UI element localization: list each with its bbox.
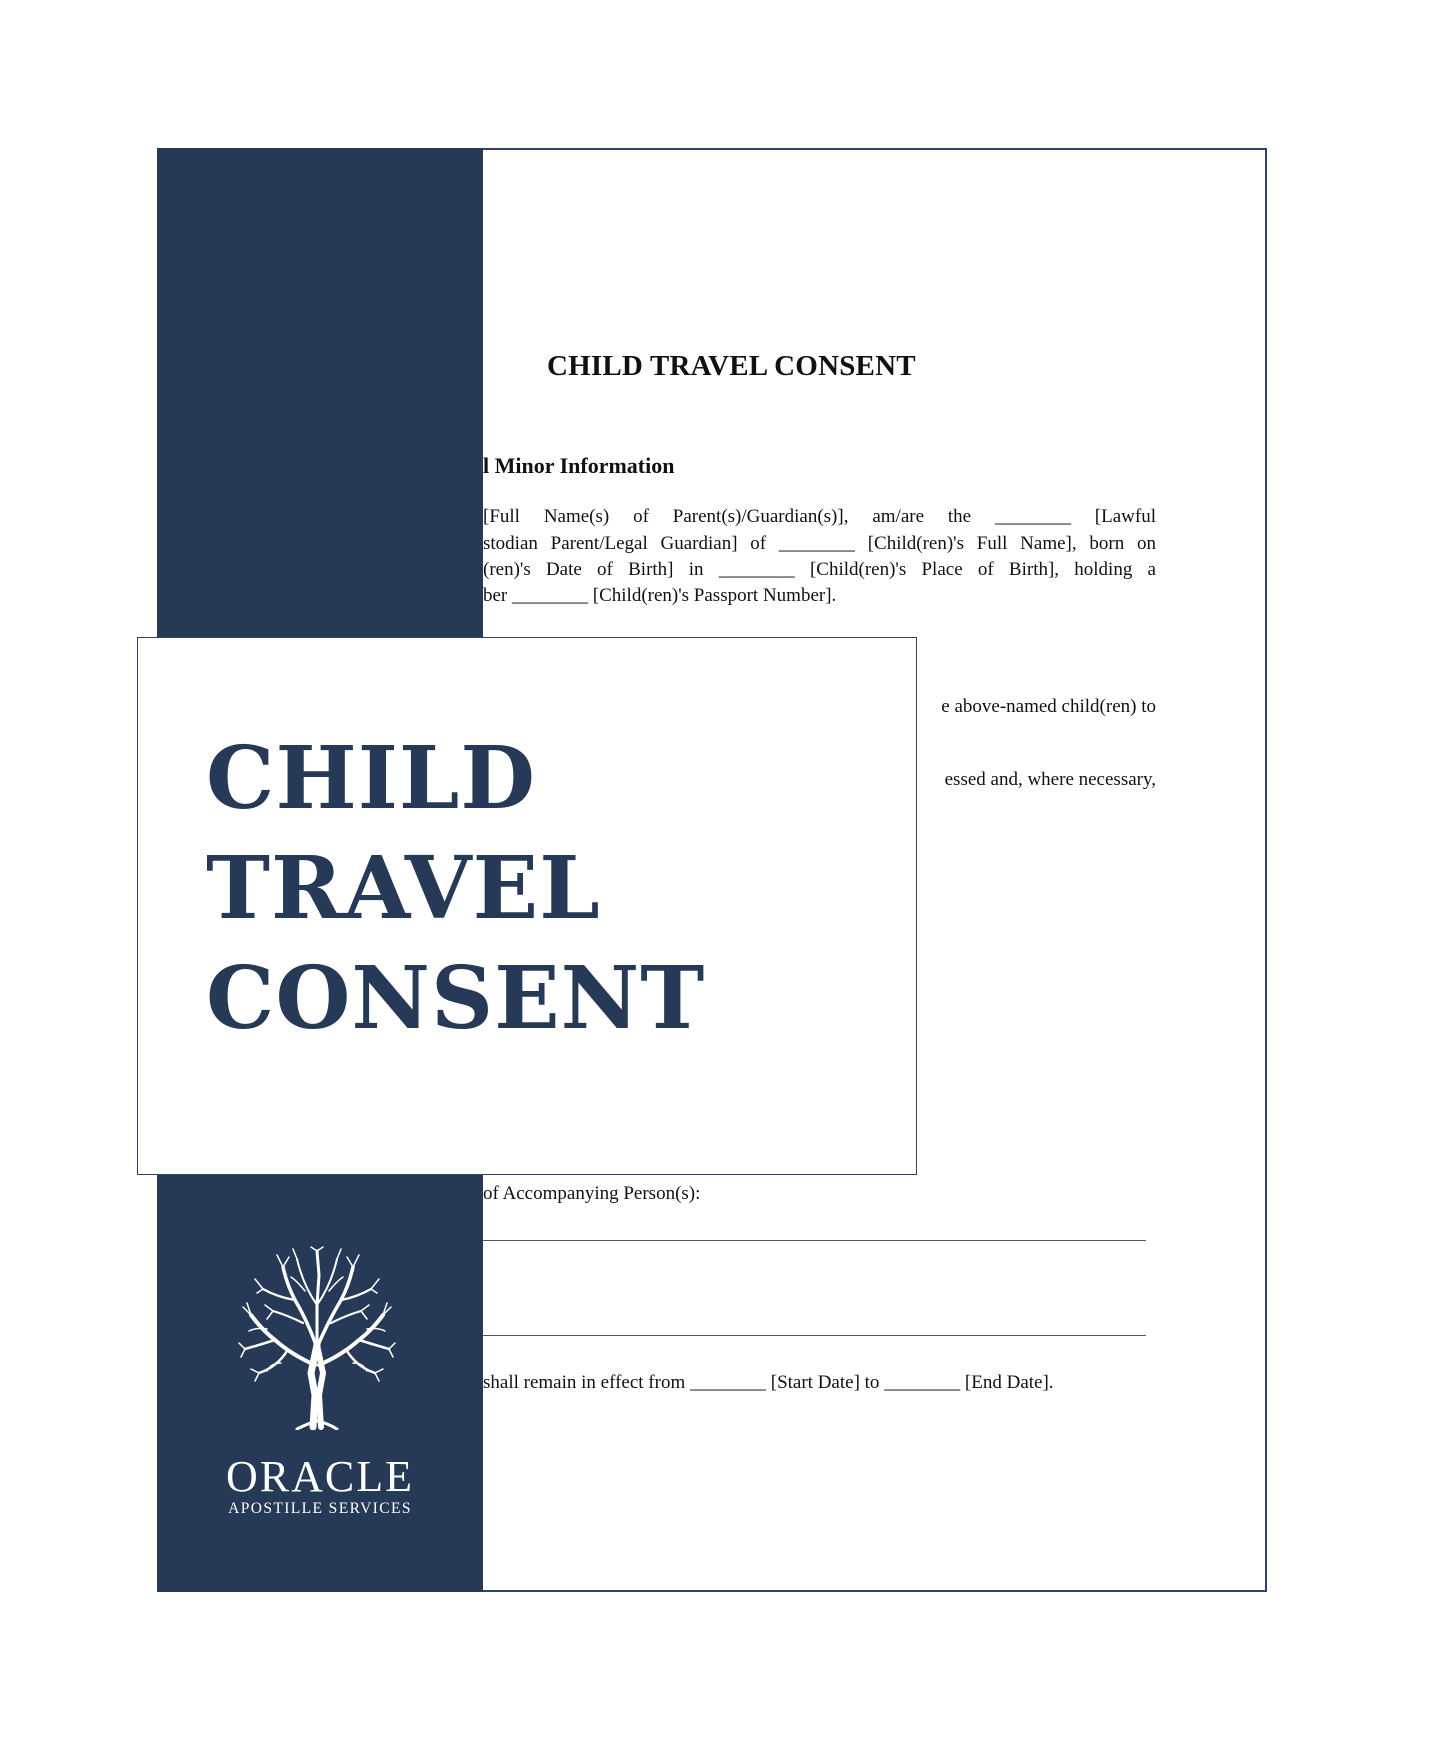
paragraph-line: [Full Name(s) of Parent(s)/Guardian(s)], am/are the ________ [Lawful [483,506,1156,527]
cover-title-line: CHILD [206,728,536,829]
brand-name: ORACLE [226,1452,414,1501]
cover-title-line: TRAVEL [206,838,601,939]
paragraph-line: stodian Parent/Legal Guardian] of ________ [Child(ren)'s Full Name], born on [483,533,1156,554]
paragraph-line: ber ________ [Child(ren)'s Passport Number]. [483,585,837,606]
duration-line: shall remain in effect from ________ [Start Date] to ________ [End Date]. [483,1372,1054,1393]
cover-title-line: CONSENT [206,948,706,1049]
consent-text-fragment: e above-named child(ren) to [941,696,1156,717]
signature-line [483,1240,1146,1241]
signature-line [483,1335,1146,1336]
cover-title [206,724,705,1054]
tree-icon [237,1245,397,1430]
section-heading: l Minor Information [483,453,675,478]
document-title: CHILD TRAVEL CONSENT [547,350,916,382]
brand-subtitle: APOSTILLE SERVICES [228,1500,412,1517]
cover-title-card [137,637,917,1175]
paragraph-line: (ren)'s Date of Birth] in ________ [Child(ren)'s Place of Birth], holding a [483,559,1156,580]
accompanying-label: of Accompanying Person(s): [483,1183,701,1204]
witness-text-fragment: essed and, where necessary, [944,769,1156,790]
